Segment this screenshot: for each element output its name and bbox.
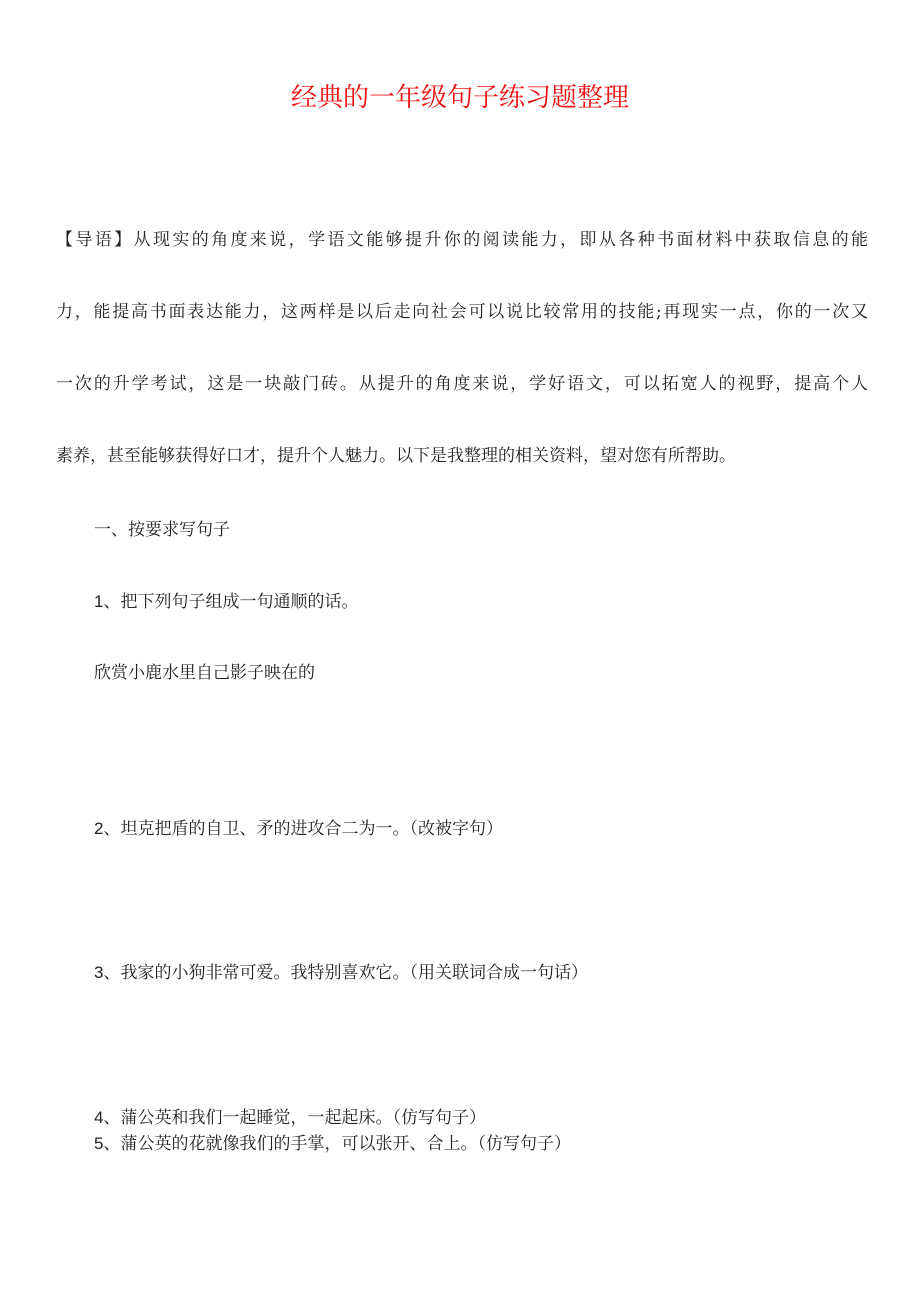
intro-paragraph — [56, 222, 868, 510]
question-1 — [94, 589, 358, 615]
question-text: 、蒲公英和我们一起睡觉，一起起床。（仿写句子） — [103, 1108, 486, 1128]
intro-line: 【导语】从现实的角度来说，学语文能够提升你的阅读能力，即从各种书面材料中获取信息的能 — [56, 230, 868, 250]
intro-line: 一次的升学考试，这是一块敲门砖。从提升的角度来说，学好语文，可以拓宽人的视野，提高个人 — [56, 374, 868, 394]
section-heading: 一、按要求写句子 — [94, 520, 230, 540]
question-number: 2 — [94, 819, 104, 838]
intro-line: 素养，甚至能够获得好口才，提升个人魅力。以下是我整理的相关资料，望对您有所帮助。 — [56, 446, 736, 466]
question-number: 3 — [94, 963, 104, 982]
question-text: 、蒲公英的花就像我们的手掌，可以张开、合上。（仿写句子） — [103, 1134, 571, 1154]
question-text: 欣赏小鹿水里自己影子映在的 — [94, 663, 315, 683]
question-3 — [94, 960, 588, 986]
question-5 — [94, 1131, 571, 1157]
question-2 — [94, 816, 503, 842]
question-4 — [94, 1105, 486, 1131]
question-number: 1 — [94, 592, 104, 611]
intro-line: 力，能提高书面表达能力，这两样是以后走向社会可以说比较常用的技能;再现实一点，你的一次又 — [56, 302, 868, 322]
question-number: 4 — [94, 1108, 104, 1127]
document-title: 经典的一年级句子练习题整理 — [290, 83, 629, 113]
question-number: 5 — [94, 1134, 104, 1153]
question-text: 、坦克把盾的自卫、矛的进攻合二为一。（改被字句） — [103, 819, 503, 839]
question-text: 、把下列句子组成一句通顺的话。 — [103, 592, 359, 612]
question-text: 、我家的小狗非常可爱。我特别喜欢它。（用关联词合成一句话） — [103, 963, 588, 983]
question-1-words — [94, 660, 315, 686]
